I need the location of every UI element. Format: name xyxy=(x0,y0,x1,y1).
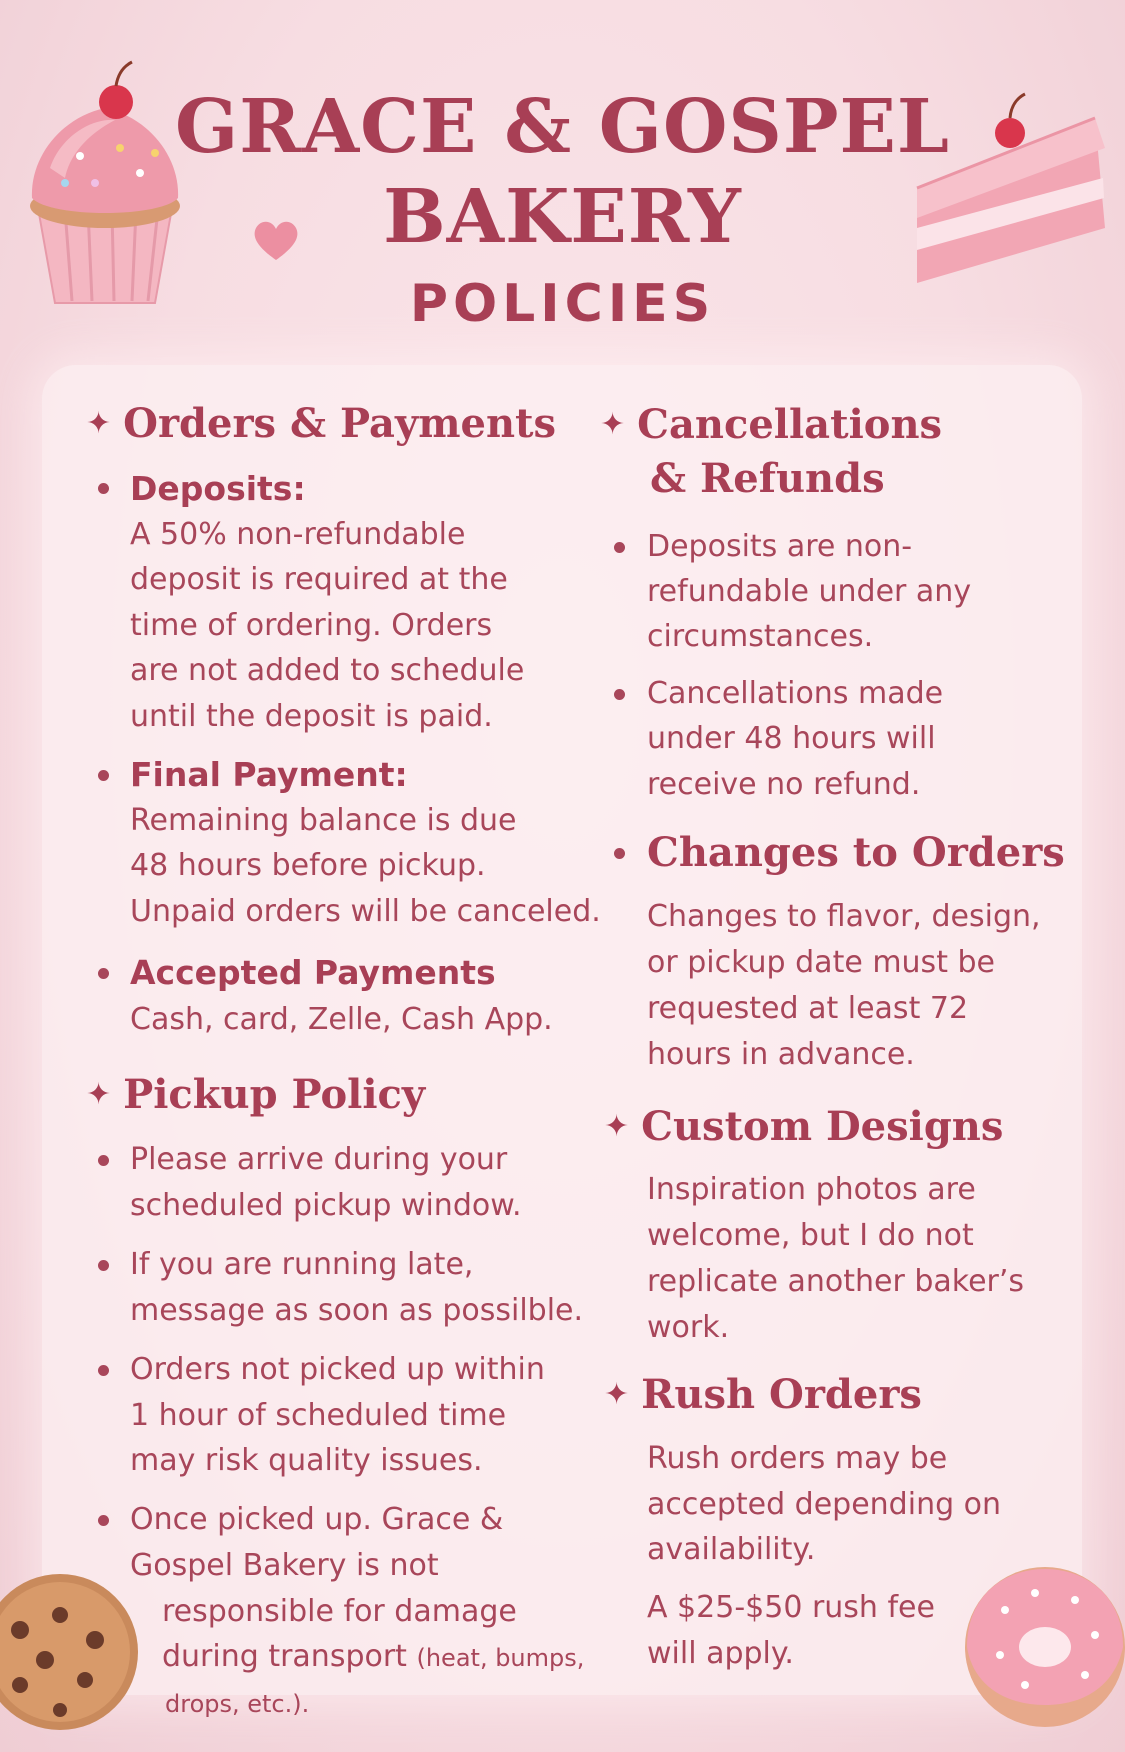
changes-line: requested at least 72 xyxy=(647,991,969,1026)
section-cancellations-refunds-line2: & Refunds xyxy=(650,455,885,502)
section-title-text: Rush Orders xyxy=(641,1371,922,1418)
custom-line: welcome, but I do not xyxy=(647,1218,974,1253)
bullet-dot xyxy=(614,689,625,700)
rush-fee-line: will apply. xyxy=(647,1636,794,1671)
custom-line: work. xyxy=(647,1310,730,1345)
final-payment-line: Remaining balance is due xyxy=(130,803,517,838)
custom-line: Inspiration photos are xyxy=(647,1172,976,1207)
star-icon: ✦ xyxy=(86,1077,112,1112)
cupcake-icon xyxy=(20,58,190,308)
star-icon: ✦ xyxy=(604,1377,630,1412)
section-cancellations-refunds xyxy=(600,398,942,456)
cancellations-line: under 48 hours will xyxy=(647,721,936,756)
cancellations-line: receive no refund. xyxy=(647,767,921,802)
pickup-line: If you are running late, xyxy=(130,1247,474,1282)
custom-line: replicate another baker’s xyxy=(647,1264,1025,1299)
section-title-text: Cancellations xyxy=(637,401,943,448)
pickup-line: Once picked up. Grace & xyxy=(130,1502,504,1537)
deposits-line: until the deposit is paid. xyxy=(130,699,493,734)
pickup-note: (heat, bumps, xyxy=(416,1644,585,1672)
final-payment-line: Unpaid orders will be canceled. xyxy=(130,894,601,929)
pickup-line-text: during transport xyxy=(162,1639,407,1674)
bullet-dot xyxy=(98,1365,109,1376)
title-line-2: BAKERY xyxy=(383,174,742,260)
section-title-text: Pickup Policy xyxy=(123,1071,426,1118)
pickup-line: message as soon as possilble. xyxy=(130,1293,584,1328)
section-rush-orders xyxy=(604,1368,922,1426)
bullet-dot xyxy=(98,968,109,979)
section-title-text: Orders & Payments xyxy=(123,400,557,447)
bullet-dot xyxy=(98,770,109,781)
accepted-payments-line: Cash, card, Zelle, Cash App. xyxy=(130,1002,553,1037)
cancellations-line: Deposits are non- xyxy=(647,529,913,564)
deposits-line: time of ordering. Orders xyxy=(130,608,493,643)
section-pickup-policy xyxy=(86,1068,425,1126)
cake-slice-icon xyxy=(905,78,1115,293)
changes-line: hours in advance. xyxy=(647,1037,915,1072)
pickup-line: scheduled pickup window. xyxy=(130,1188,522,1223)
pickup-line: 1 hour of scheduled time xyxy=(130,1398,507,1433)
deposits-line: A 50% non-refundable xyxy=(130,517,466,552)
section-custom-designs xyxy=(604,1100,1003,1158)
cancellations-line: circumstances. xyxy=(647,619,874,654)
section-title-text: Custom Designs xyxy=(641,1103,1004,1150)
bullet-dot xyxy=(614,848,625,859)
deposits-heading: Deposits: xyxy=(130,469,306,508)
rush-fee-line: A $25-$50 rush fee xyxy=(647,1590,935,1625)
pickup-line: responsible for damage xyxy=(162,1594,517,1629)
accepted-payments-heading: Accepted Payments xyxy=(130,953,496,992)
bullet-dot xyxy=(98,483,109,494)
star-icon: ✦ xyxy=(600,407,626,442)
pickup-line: Please arrive during your xyxy=(130,1142,508,1177)
deposits-line: are not added to schedule xyxy=(130,653,525,688)
rush-line: accepted depending on xyxy=(647,1487,1002,1522)
deposits-line: deposit is required at the xyxy=(130,562,508,597)
changes-line: Changes to flavor, design, xyxy=(647,899,1041,934)
star-icon: ✦ xyxy=(604,1109,630,1144)
cookie-icon xyxy=(0,1560,145,1740)
pickup-line: Orders not picked up within xyxy=(130,1352,545,1387)
cancellations-line: Cancellations made xyxy=(647,676,944,711)
pickup-line: Gospel Bakery is not xyxy=(130,1548,439,1583)
final-payment-line: 48 hours before pickup. xyxy=(130,848,486,883)
changes-line: or pickup date must be xyxy=(647,945,995,980)
final-payment-heading: Final Payment: xyxy=(130,755,408,794)
bullet-dot xyxy=(614,542,625,553)
pickup-line: may risk quality issues. xyxy=(130,1443,483,1478)
pickup-note: drops, etc.). xyxy=(165,1690,310,1718)
heart-icon xyxy=(252,218,300,262)
title-line-1: GRACE & GOSPEL xyxy=(175,84,950,170)
bullet-dot xyxy=(98,1155,109,1166)
bullet-dot xyxy=(98,1260,109,1271)
pickup-line xyxy=(162,1634,584,1682)
subtitle: POLICIES xyxy=(409,274,716,334)
section-changes-to-orders: Changes to Orders xyxy=(647,829,1065,876)
star-icon: ✦ xyxy=(86,406,112,441)
cancellations-line: refundable under any xyxy=(647,574,972,609)
rush-line: availability. xyxy=(647,1532,816,1567)
bullet-dot xyxy=(98,1515,109,1526)
donut-icon xyxy=(955,1555,1125,1740)
rush-line: Rush orders may be xyxy=(647,1441,948,1476)
section-orders-payments xyxy=(86,397,556,455)
